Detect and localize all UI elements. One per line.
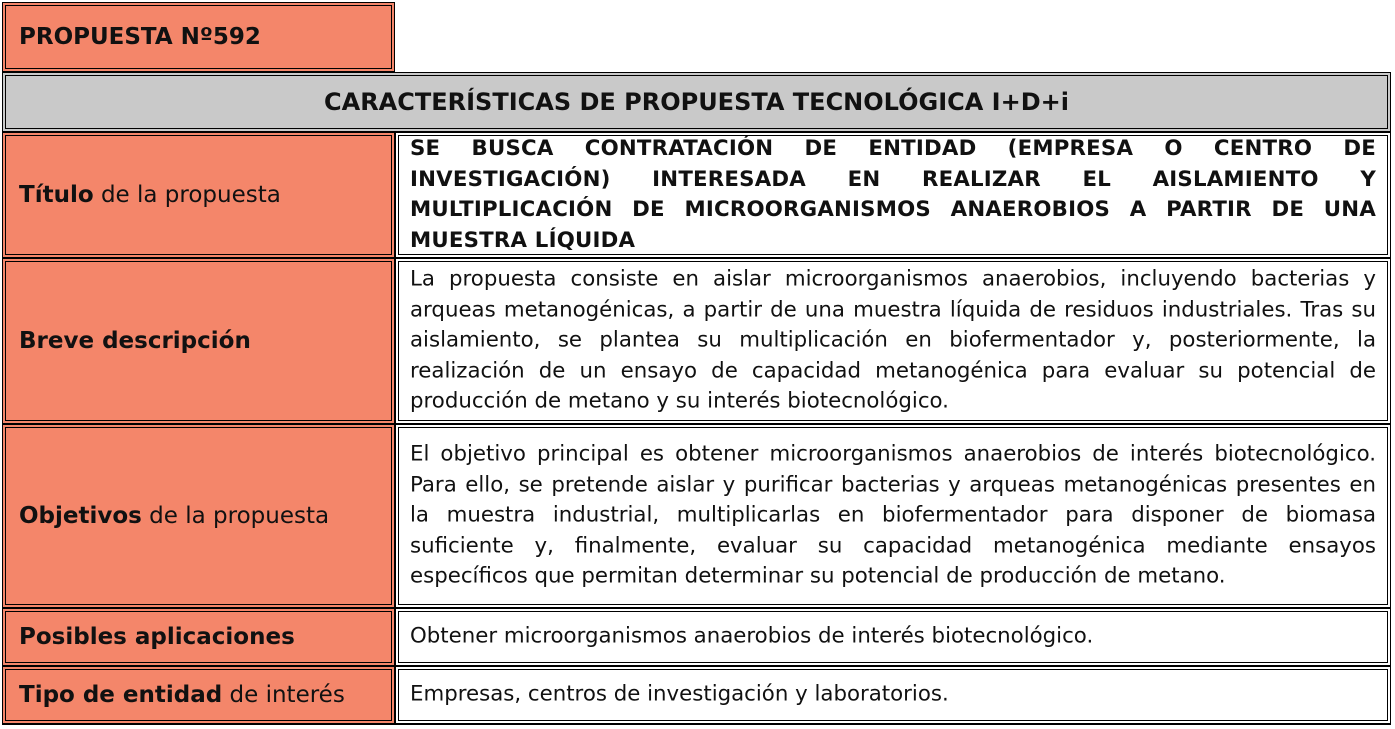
description-text: La propuesta consiste en aislar microorganismos anaerobios, incluyendo bacterias y arqueas metanogénicas, a partir de una muestra líquida de residuos industriales. Tras su aislamiento, se plantea su multiplicación en biofermentador y, posteriormente, la realización de un ensayo de capacidad metanogénica para evaluar su potencial de producción de metano y su interés biotecnológico. — [410, 266, 1376, 414]
row-label-aplicaciones — [2, 608, 395, 666]
row-label-titulo — [2, 132, 395, 258]
label-rest: de la propuesta — [141, 503, 330, 529]
row-value-entidad — [395, 666, 1391, 724]
section-title: CARACTERÍSTICAS DE PROPUESTA TECNOLÓGICA I+D+i — [324, 88, 1069, 116]
row-label-entidad — [2, 666, 395, 724]
row-value-aplicaciones — [395, 608, 1391, 666]
entity-type-text: Empresas, centros de investigación y laboratorios. — [410, 681, 949, 707]
row-label-descripcion — [2, 258, 395, 424]
proposal-title-text: SE BUSCA CONTRATACIÓN DE ENTIDAD (EMPRESA O CENTRO DE INVESTIGACIÓN) INTERESADA EN REALIZAR EL AISLAMIENTO Y MULTIPLICACIÓN DE MICROORGANISMOS ANAEROBIOS A PARTIR DE UNA MUESTRA LÍQUIDA — [410, 135, 1376, 253]
applications-text: Obtener microorganismos anaerobios de interés biotecnológico. — [410, 623, 1094, 649]
proposal-number-cell — [2, 2, 395, 72]
row-value-objetivos — [395, 424, 1391, 608]
row-value-titulo — [395, 132, 1391, 258]
label-bold: Tipo de entidad — [19, 682, 223, 708]
section-header — [2, 72, 1391, 132]
table-bottom-border — [2, 724, 1391, 727]
objectives-text: El objetivo principal es obtener microorganismos anaerobios de interés biotecnológico. Para ello, se pretende aislar y purificar bacterias y arqueas metanogénicas presentes en la muestra industrial, multiplicarlas en biofermentador para disponer de biomasa suficiente y, finalmente, evaluar su capacidad metanogénica mediante ensayos específicos que permitan determinar su potencial de producción de metano. — [410, 441, 1376, 589]
row-label-objetivos — [2, 424, 395, 608]
label-bold: Breve descripción — [19, 328, 251, 354]
label-bold: Título — [19, 182, 94, 208]
row-value-descripcion — [395, 258, 1391, 424]
label-rest: de interés — [222, 682, 345, 708]
proposal-number: PROPUESTA Nº592 — [19, 24, 261, 50]
label-bold: Objetivos — [19, 503, 142, 529]
label-rest: de la propuesta — [93, 182, 281, 208]
label-bold: Posibles aplicaciones — [19, 624, 295, 650]
